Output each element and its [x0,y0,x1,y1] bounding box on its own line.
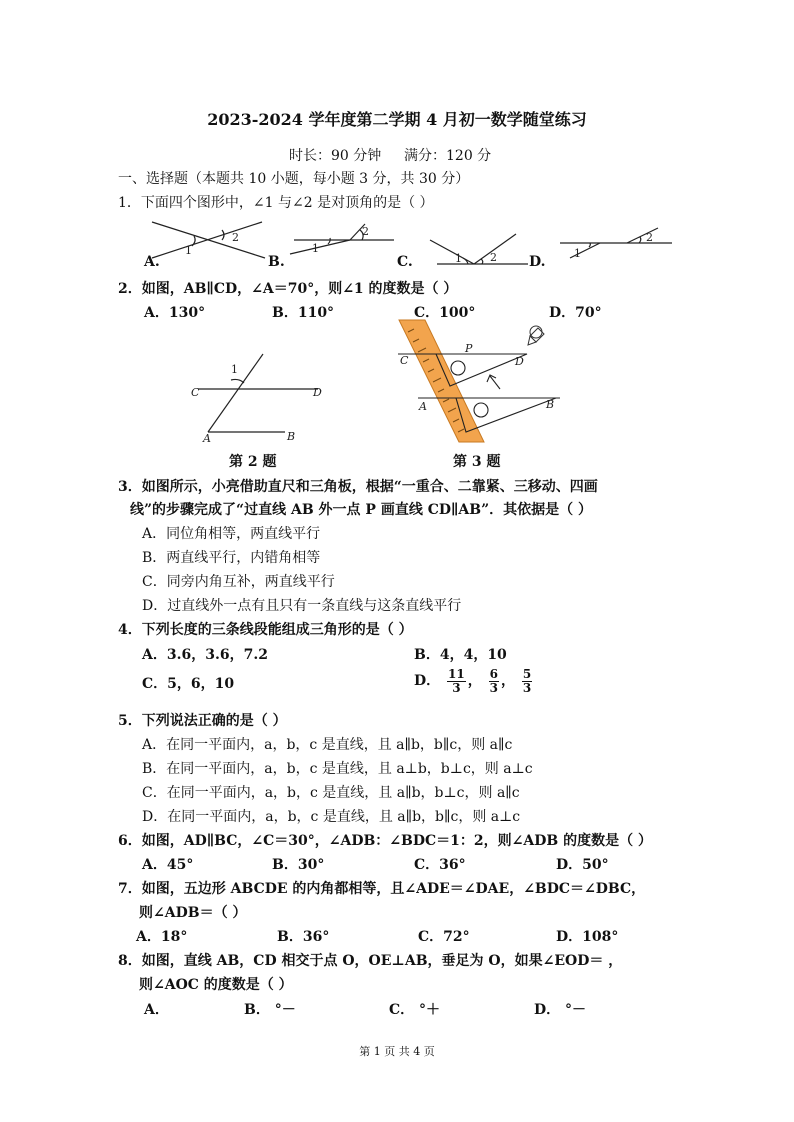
q7-option-a: A．18° [136,929,188,945]
q5-option-d: D．在同一平面内，a，b，c 是直线，且 a∥b，b∥c，则 a⊥c [142,809,521,825]
q8-option-c: C． °＋ [389,1002,441,1018]
q2-option-c: C．100° [414,305,476,321]
q3-point-a: A [419,400,427,413]
q2-point-b: B [287,430,296,443]
question-4-stem: 4．下列长度的三条线段能组成三角形的是（ ） [118,622,413,638]
q1-option-c-label: C. [397,254,413,270]
q4-option-c: C．5，6，10 [142,676,235,692]
page-title: 2023-2024 学年度第二学期 4 月初一数学随堂练习 [207,110,587,129]
question-5-stem: 5．下列说法正确的是（ ） [118,713,287,729]
q1-option-a-label: A. [144,254,160,270]
q2-option-d: D．70° [549,305,602,321]
question-8-line-2: 则∠AOC 的度数是（ ） [139,977,293,993]
q6-option-b: B．30° [272,857,325,873]
question-2-3-figures [0,320,794,460]
q4-option-d-label: D． [414,673,441,689]
q2-point-d: D [313,386,322,399]
q5-option-c: C．在同一平面内，a，b，c 是直线，且 a∥b，b⊥c，则 a∥c [142,785,520,801]
q6-option-c: C．36° [414,857,466,873]
q2-option-b: B．110° [272,305,335,321]
q7-option-d: D．108° [556,929,619,945]
q1c-angle-2: 2 [490,251,497,264]
fraction-3: $\frac{5}{3}$ [522,666,532,695]
q6-option-a: A．45° [142,857,194,873]
q3-point-d: D [515,355,524,368]
q3-option-c: C．同旁内角互补，两直线平行 [142,574,335,590]
q5-option-a: A．在同一平面内，a，b，c 是直线，且 a∥b，b∥c，则 a∥c [142,737,513,753]
q3-option-a: A．同位角相等，两直线平行 [142,526,321,542]
question-3-line-2: 线”的步骤完成了“过直线 AB 外一点 P 画直线 CD∥AB”．其依据是（ ） [130,502,593,518]
q1-option-d-label: D. [529,254,546,270]
full-score-text: 满分：120 分 [404,148,492,164]
q3-point-p: P [465,342,473,355]
q1a-angle-1: 1 [185,244,192,257]
q6-option-d: D．50° [556,857,609,873]
q2-point-a: A [203,432,211,445]
q2-angle-1: 1 [231,363,238,376]
q4-option-b: B．4，4，10 [414,647,507,663]
q3-point-c: C [400,354,409,367]
q4-option-a: A．3.6，3.6，7.2 [142,647,268,663]
fraction-2: $\frac{6}{3}$ [489,666,498,695]
question-1-stem: 1．下面四个图形中，∠1 与∠2 是对顶角的是（ ） [118,195,434,211]
q1-option-b-label: B. [268,254,285,270]
question-8-line-1: 8．如图，直线 AB，CD 相交于点 O，OE⊥AB，垂足为 O，如果∠EOD＝ ， [118,953,623,969]
q5-option-b: B．在同一平面内，a，b，c 是直线，且 a⊥b，b⊥c，则 a⊥c [142,761,533,777]
q8-option-d: D． °－ [534,1002,587,1018]
q1b-angle-1: 1 [312,242,319,255]
figure-2-caption: 第 2 题 [229,454,277,470]
q1a-angle-2: 2 [232,231,239,244]
q7-option-b: B．36° [277,929,330,945]
question-7-line-1: 7．如图，五边形 ABCDE 的内角都相等，且∠ADE＝∠DAE，∠BDC＝∠DBC， [118,881,646,897]
q2-point-c: C [191,386,200,399]
q2-option-a: A．130° [144,305,206,321]
page-number: 第 1 页 共 4 页 [359,1045,435,1058]
q8-option-b: B． °－ [244,1002,296,1018]
q1b-angle-2: 2 [362,225,369,238]
duration-text: 时长：90 分钟 [289,148,382,164]
ruler-shape [399,320,484,442]
question-2-stem: 2．如图，AB∥CD，∠A＝70°，则∠1 的度数是（ ） [118,281,458,297]
q1c-angle-1: 1 [455,252,462,265]
section-heading: 一、选择题（本题共 10 小题，每小题 3 分，共 30 分） [118,171,470,187]
question-6-stem: 6．如图，AD∥BC，∠C＝30°，∠ADB：∠BDC＝1：2，则∠ADB 的度数是（ ） [118,833,652,849]
q8-option-a: A． [144,1002,169,1018]
question-3-line-1: 3．如图所示，小亮借助直尺和三角板，根据“一重合、二靠紧、三移动、四画 [118,479,598,495]
q1d-angle-2: 2 [646,231,653,244]
q3-option-b: B．两直线平行，内错角相等 [142,550,321,566]
q4-option-d: D． $\frac{11}{3}$ ， $\frac{6}{3}$ ， $\frac{5}{3}$ [414,666,532,695]
figure-3-caption: 第 3 题 [453,454,501,470]
fraction-1: $\frac{11}{3}$ [448,666,465,695]
q3-point-b: B [546,398,555,411]
q3-option-d: D．过直线外一点有且只有一条直线与这条直线平行 [142,598,462,614]
q7-option-c: C．72° [418,929,470,945]
q1d-angle-1: 1 [574,247,581,260]
question-1-figures [0,0,794,280]
pencil-icon [528,326,544,345]
question-7-line-2: 则∠ADB＝（ ） [139,905,247,921]
